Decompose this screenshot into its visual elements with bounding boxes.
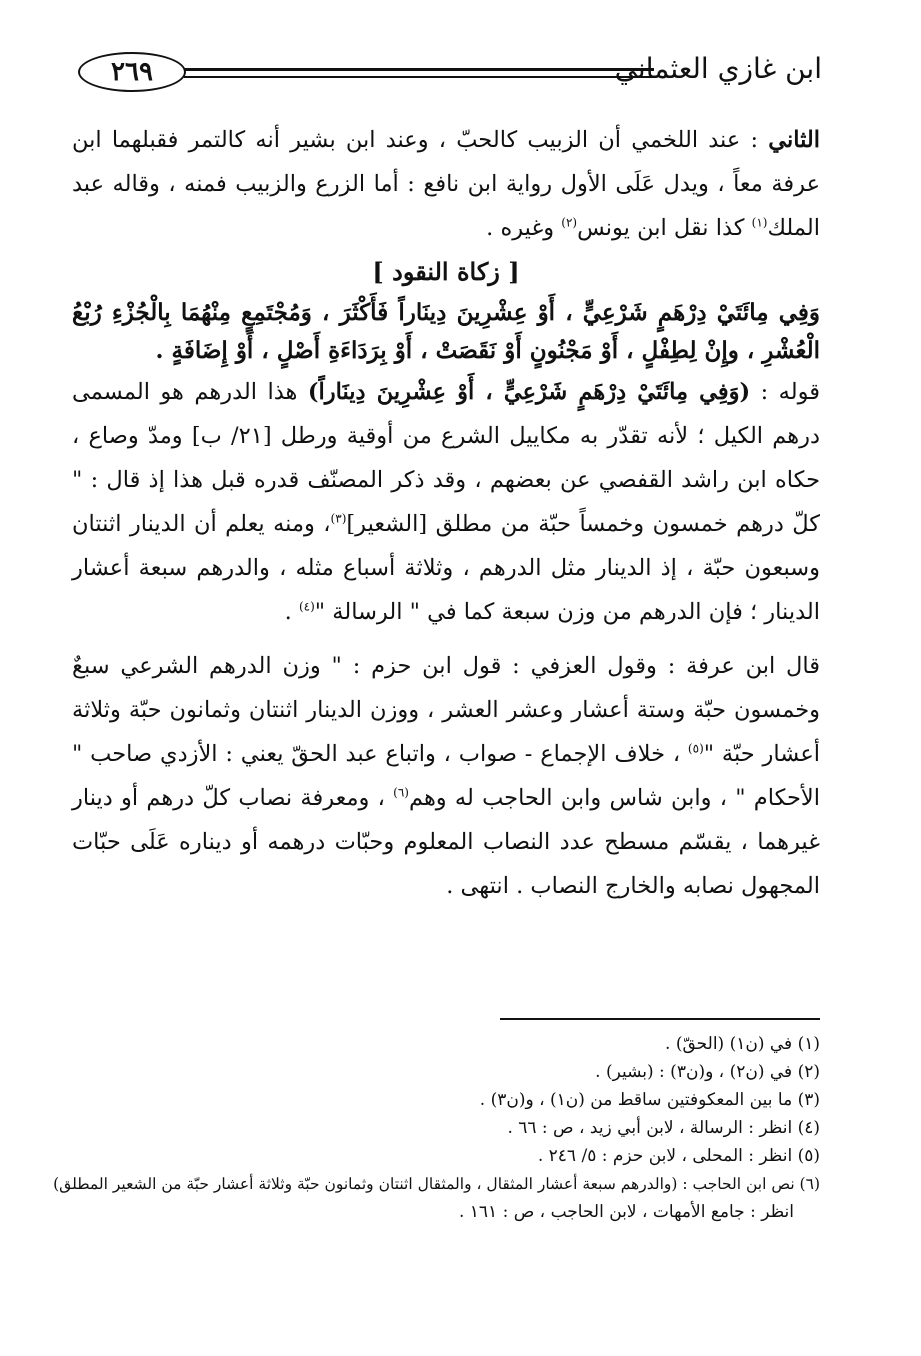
footnotes: [48, 1030, 820, 1226]
footnote-separator: [500, 1018, 820, 1020]
paragraph-gap: [72, 634, 820, 644]
paragraph-text: وغيره .: [486, 215, 562, 241]
section-heading: [ زكاة النقود ]: [372, 257, 520, 286]
running-head: ابن غازي العثماني: [614, 52, 822, 85]
footnote-ref-5[interactable]: (٥): [687, 741, 704, 756]
paragraph-text: ، خلاف الإجماع - صواب ، واتباع عبد الحقّ يعني : الأزدي صاحب " الأحكام " ، وابن شاس وابن الحاجب له وهم: [72, 741, 820, 811]
main-text: [72, 118, 820, 908]
paragraph-2: [72, 370, 820, 634]
footnote-6: (٦) نص ابن الحاجب : (والدرهم سبعة أعشار المثقال ، والمثقال اثنتان وثمانون حبّة وثلاثة أعشار حبّة من الشعير المطلق): [53, 1175, 820, 1193]
paragraph-text: كذا نقل ابن يونس: [577, 215, 752, 241]
matn-text: وَفِي مِائَتَيْ دِرْهَمٍ شَرْعِيٍّ ، أَوْ عِشْرِينَ دِينَاراً فَأَكْثَرَ ، وَمُجْتَمِعٍ مِنْهُمَا بِالْجُزْءِ رُبْعُ الْعُشْرِ ، وإِنْ لِطِفْلٍ ، أَوْ مَجْنُونٍ أَوْ نَقَصَتْ ، أَوْ بِرَدَاءَةِ أَصْلٍ ، أَوْ إِضَافَةٍ .: [72, 299, 820, 364]
paragraph-3: [72, 644, 820, 908]
paragraph-lead: الثاني: [768, 127, 820, 153]
footnote-ref-1[interactable]: (١): [751, 215, 768, 230]
footnote-2: (٢) في (ن٢) ، و(ن٣) : (بشير) .: [595, 1062, 820, 1082]
page-number: ٢٦٩: [78, 52, 186, 92]
matn-quote: (وَفِي مِائَتَيْ دِرْهَمٍ شَرْعِيٍّ ، أَوْ عِشْرِينَ دِينَاراً): [307, 379, 751, 405]
paragraph-text: هذا الدرهم هو المسمى درهم الكيل ؛ لأنه تقدّر به مكاييل الشرع من أوقية ورطل [٢١/ ب] ومدّ وصاع ، حكاه ابن راشد القفصي عن بعضهم ، وقد ذكر المصنّف قدره قبل هذا إذ قال : " كلّ درهم خمسون وخمساً حبّة من مطلق [الشعير]: [72, 379, 820, 537]
paragraph-text: : عند اللخمي أن الزبيب كالحبّ ، وعند ابن بشير أنه كالتمر فقبلهما ابن عرفة معاً ، ويدل عَلَى الأول رواية ابن نافع : أما الزرع والزبيب فمنه ، وقاله عبد الملك: [72, 127, 820, 241]
footnote-5: (٥) انظر : المحلى ، لابن حزم : ٥/ ٢٤٦ .: [537, 1146, 820, 1166]
paragraph-text: ، ومنه يعلم أن الدينار اثنتان وسبعون حبّة ، إذ الدينار مثل الدرهم ، وثلاثة أسباع مثله ، والدرهم سبعة أعشار الدينار ؛ فإن الدرهم من وزن سبعة كما في " الرسالة ": [72, 511, 820, 625]
footnote-6-continuation: انظر : جامع الأمهات ، لابن الحاجب ، ص : ١٦١ .: [458, 1202, 794, 1222]
footnote-ref-2[interactable]: (٢): [561, 215, 578, 230]
paragraph-text: .: [284, 599, 299, 625]
footnote-ref-3[interactable]: (٣): [330, 511, 347, 526]
paragraph-text: ، ومعرفة نصاب كلّ درهم أو دينار غيرهما ، يقسّم مسطح عدد النصاب المعلوم وحبّات درهمه أو ديناره عَلَى حبّات المجهول نصابه والخارج النصاب . انتهى .: [72, 785, 820, 899]
footnote-ref-4[interactable]: (٤): [298, 599, 315, 614]
header-rule: [184, 68, 654, 71]
footnote-3: (٣) ما بين المعكوفتين ساقط من (ن١) ، و(ن٣) .: [479, 1090, 820, 1110]
paragraph-lead: قوله :: [750, 379, 820, 405]
footnote-1: (١) في (ن١) (الحقّ) .: [665, 1034, 820, 1054]
paragraph-text: قال ابن عرفة : وقول العزفي : قول ابن حزم : " وزن الدرهم الشرعي سبعٌ وخمسون حبّة وستة أعشار وعشر العشر ، ووزن الدينار اثنتان وثمانون حبّة وثلاثة أعشار حبّة ": [72, 653, 820, 767]
footnote-4: (٤) انظر : الرسالة ، لابن أبي زيد ، ص : ٦٦ .: [507, 1118, 820, 1138]
header-rule-thin: [184, 76, 654, 78]
footnote-ref-6[interactable]: (٦): [393, 785, 409, 800]
paragraph-1: [72, 118, 820, 250]
page-header: [72, 48, 822, 108]
